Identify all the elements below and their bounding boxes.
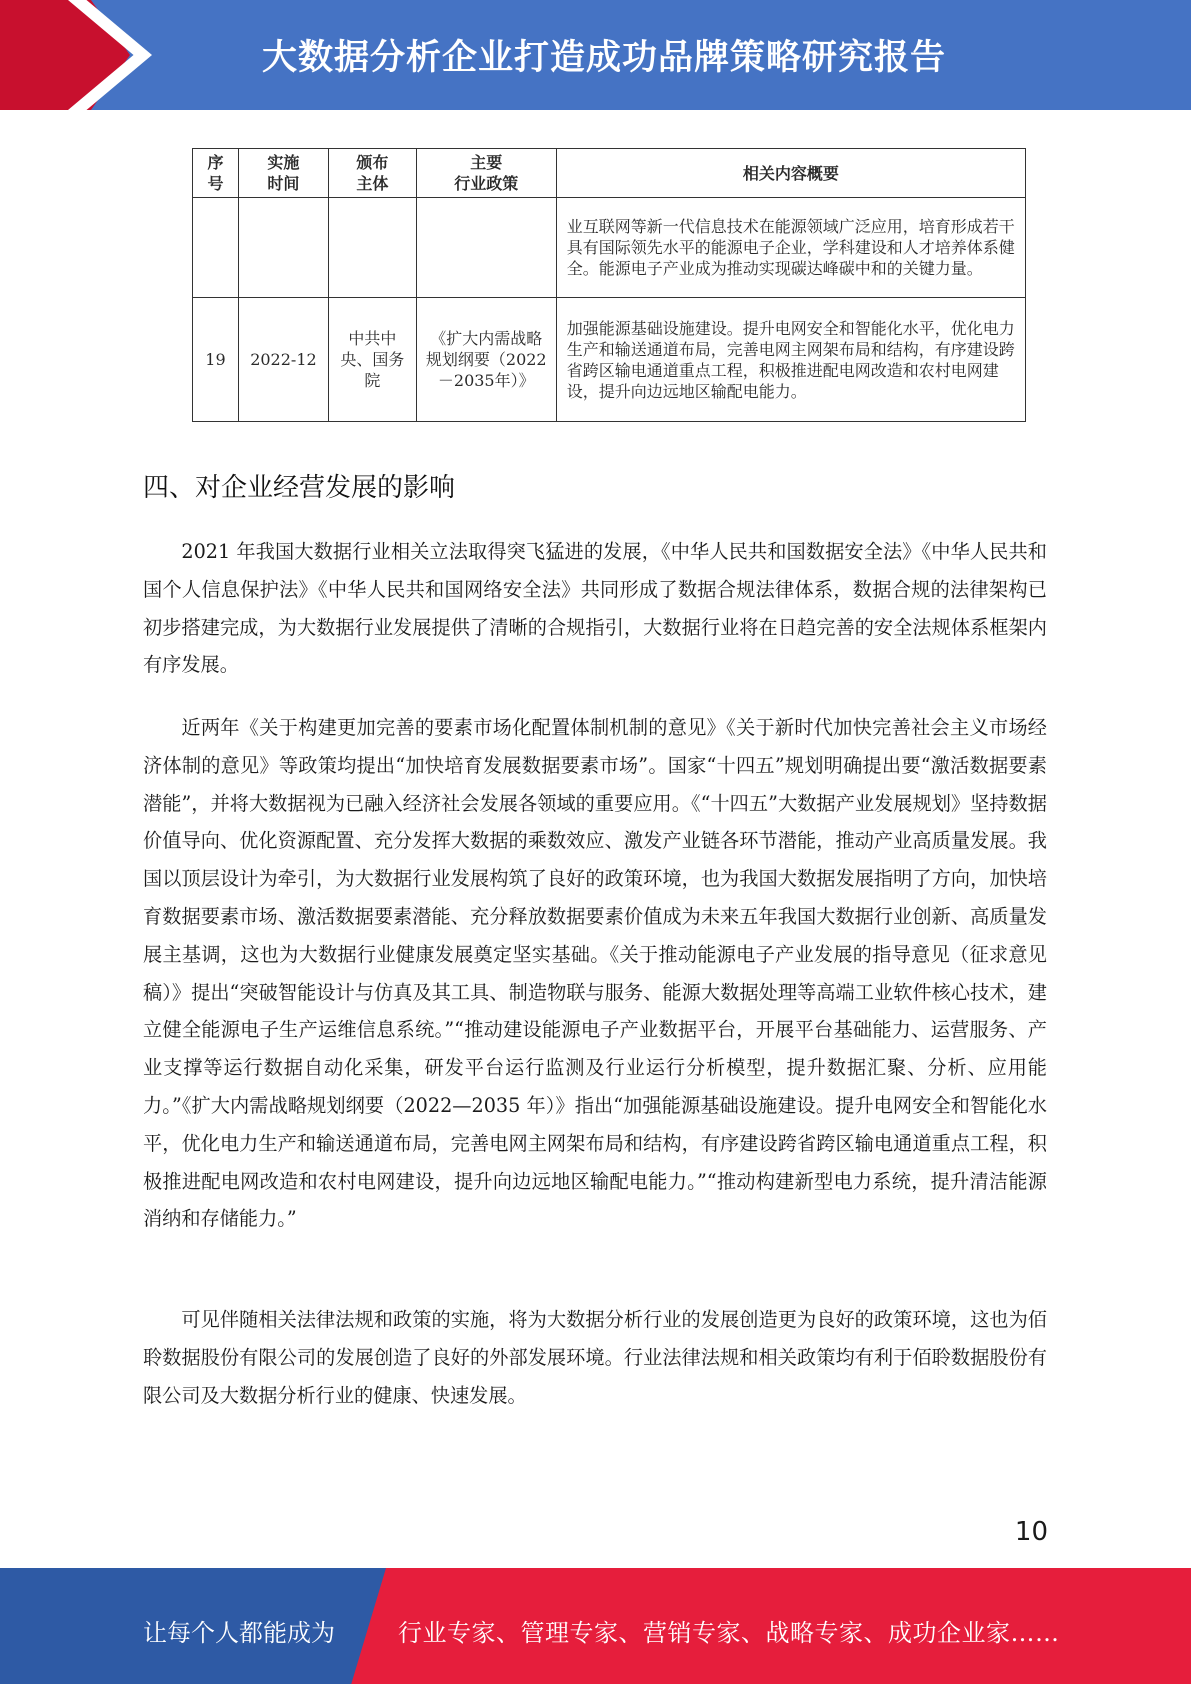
header-red-arrow	[0, 0, 130, 110]
cell-policy: 《扩大内需战略规划纲要（2022－2035年）》	[416, 298, 556, 422]
col-header-policy	[416, 149, 556, 198]
cell-issuer	[328, 198, 416, 298]
table-header-row	[193, 149, 1026, 198]
col-header-summary	[556, 149, 1025, 198]
cell-date: 2022-12	[238, 298, 328, 422]
col-header-issuer-text: 颁布 主体	[356, 153, 389, 193]
footer-slogan-left: 让每个人都能成为	[143, 1619, 335, 1647]
col-header-issuer	[328, 149, 416, 198]
col-header-summary-text: 相关内容概要	[742, 163, 839, 183]
col-header-no-text: 序 号	[207, 153, 224, 193]
cell-no	[193, 198, 239, 298]
page-number: 10	[1014, 1517, 1048, 1547]
table-row	[193, 298, 1026, 422]
section-heading: 四、对企业经营发展的影响	[143, 473, 456, 503]
page-footer	[0, 1568, 1191, 1684]
body-paragraph: 2021 年我国大数据行业相关立法取得突飞猛进的发展，《中华人民共和国数据安全法》《中华人民共和国个人信息保护法》《中华人民共和国网络安全法》共同形成了数据合规法律体系，数据合规的法律架构已初步搭建完成，为大数据行业发展提供了清晰的合规指引，大数据行业将在日趋完善的安全法规体系框架内有序发展。	[143, 540, 1047, 677]
col-header-date-text: 实施 时间	[267, 153, 300, 193]
cell-summary: 业互联网等新一代信息技术在能源领域广泛应用，培育形成若干具有国际领先水平的能源电子企业，学科建设和人才培养体系健全。能源电子产业成为推动实现碳达峰碳中和的关键力量。	[556, 198, 1025, 298]
body-paragraph: 近两年《关于构建更加完善的要素市场化配置体制机制的意见》《关于新时代加快完善社会主义市场经济体制的意见》等政策均提出“加快培育发展数据要素市场”。国家“十四五”规划明确提出要“激活数据要素潜能”，并将大数据视为已融入经济社会发展各领域的重要应用。《“十四五”大数据产业发展规划》坚持数据价值导向、优化资源配置、充分发挥大数据的乘数效应、激发产业链各环节潜能，推动产业高质量发展。我国以顶层设计为牵引，为大数据行业发展构筑了良好的政策环境，也为我国大数据发展指明了方向，加快培育数据要素市场、激活数据要素潜能、充分释放数据要素价值成为未来五年我国大数据行业创新、高质量发展主基调，这也为大数据行业健康发展奠定坚实基础。《关于推动能源电子产业发展的指导意见（征求意见稿）》提出“突破智能设计与仿真及其工具、制造物联与服务、能源大数据处理等高端工业软件核心技术，建立健全能源电子生产运维信息系统。”“推动建设能源电子产业数据平台，开展平台基础能力、运营服务、产业支撑等运行数据自动化采集，研发平台运行监测及行业运行分析模型，提升数据汇聚、分析、应用能力。”《扩大内需战略规划纲要（2022—2035 年）》指出“加强能源基础设施建设。提升电网安全和智能化水平，优化电力生产和输送通道布局，完善电网主网架布局和结构，有序建设跨省跨区输电通道重点工程，积极推进配电网改造和农村电网建设，提升向边远地区输配电能力。”“推动构建新型电力系统，提升清洁能源消纳和存储能力。”	[143, 716, 1047, 1231]
col-header-no	[193, 149, 239, 198]
cell-summary: 加强能源基础设施建设。提升电网安全和智能化水平，优化电力生产和输送通道布局，完善电网主网架布局和结构，有序建设跨省跨区输电通道重点工程，积极推进配电网改造和农村电网建设，提升向边远地区输配电能力。	[556, 298, 1025, 422]
report-title: 大数据分析企业打造成功品牌策略研究报告	[262, 38, 947, 78]
col-header-date	[238, 149, 328, 198]
body-paragraph: 可见伴随相关法律法规和政策的实施，将为大数据分析行业的发展创造更为良好的政策环境，这也为佰聆数据股份有限公司的发展创造了良好的外部发展环境。行业法律法规和相关政策均有利于佰聆数据股份有限公司及大数据分析行业的健康、快速发展。	[143, 1308, 1047, 1407]
table-row	[193, 198, 1026, 298]
cell-policy	[416, 198, 556, 298]
cell-no: 19	[193, 298, 239, 422]
policy-table	[192, 148, 1026, 422]
cell-date	[238, 198, 328, 298]
cell-issuer: 中共中央、国务院	[328, 298, 416, 422]
footer-slogan-right: 行业专家、管理专家、营销专家、战略专家、成功企业家……	[398, 1619, 1060, 1647]
col-header-policy-text: 主要 行业政策	[454, 153, 519, 193]
page-header	[0, 0, 1191, 110]
